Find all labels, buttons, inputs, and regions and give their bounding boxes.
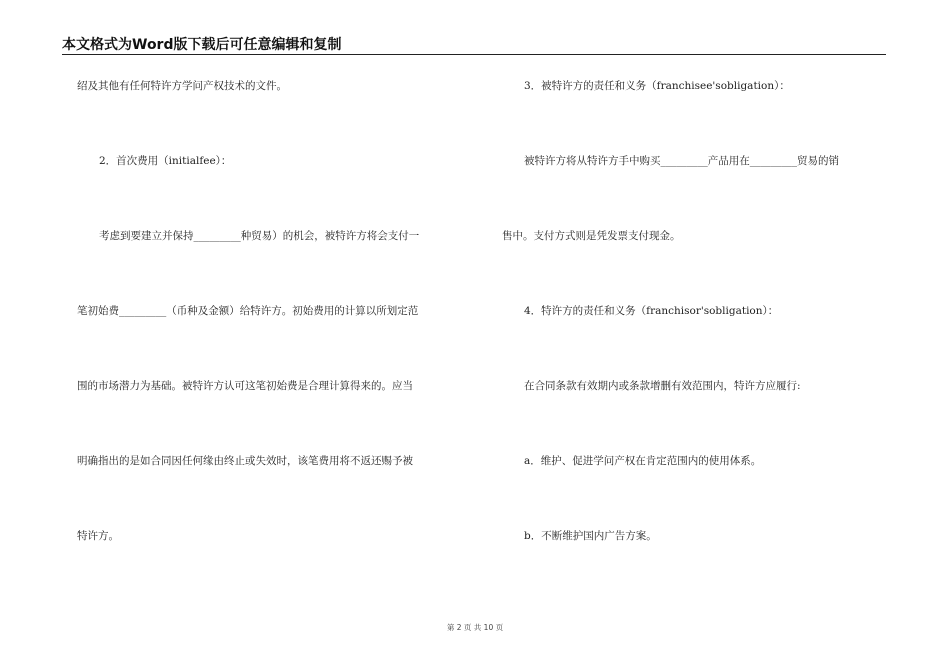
list-item-b: b．不断维护国内广告方案。 bbox=[524, 530, 657, 542]
paragraph-line: 围的市场潜力为基础。被特许方认可这笔初始费是合理计算得来的。应当 bbox=[77, 380, 413, 392]
header-title: 本文格式为Word版下载后可任意编辑和复制 bbox=[62, 37, 342, 53]
page-header bbox=[62, 30, 886, 55]
list-item-a: a．维护、促进学问产权在肯定范围内的使用体系。 bbox=[524, 455, 762, 467]
paragraph-line: 售中。支付方式则是凭发票支付现金。 bbox=[502, 230, 681, 242]
section-heading-initial-fee: 2．首次费用（initialfee）： bbox=[99, 155, 232, 167]
section-heading-franchisor-obligation: 4．特许方的责任和义务（franchisor'sobligation）： bbox=[524, 305, 779, 317]
paragraph-line: 考虑到要建立并保持_________种贸易）的机会，被特许方将会支付一 bbox=[99, 230, 420, 242]
paragraph-line: 特许方。 bbox=[77, 530, 119, 542]
paragraph-line: 明确指出的是如合同因任何缘由终止或失效时，该笔费用将不返还赐予被 bbox=[77, 455, 413, 467]
section-heading-franchisee-obligation: 3．被特许方的责任和义务（franchisee'sobligation）： bbox=[524, 80, 790, 92]
paragraph-line: 被特许方将从特许方手中购买_________产品用在_________贸易的销 bbox=[524, 155, 839, 167]
page-number: 第 2 页 共 10 页 bbox=[446, 623, 504, 632]
paragraph-line: 在合同条款有效期内或条款增删有效范围内，特许方应履行: bbox=[524, 380, 801, 392]
paragraph-line: 绍及其他有任何特许方学问产权技术的文件。 bbox=[77, 80, 287, 92]
paragraph-line: 笔初始费_________（币种及金额）给特许方。初始费用的计算以所划定范 bbox=[77, 305, 419, 317]
